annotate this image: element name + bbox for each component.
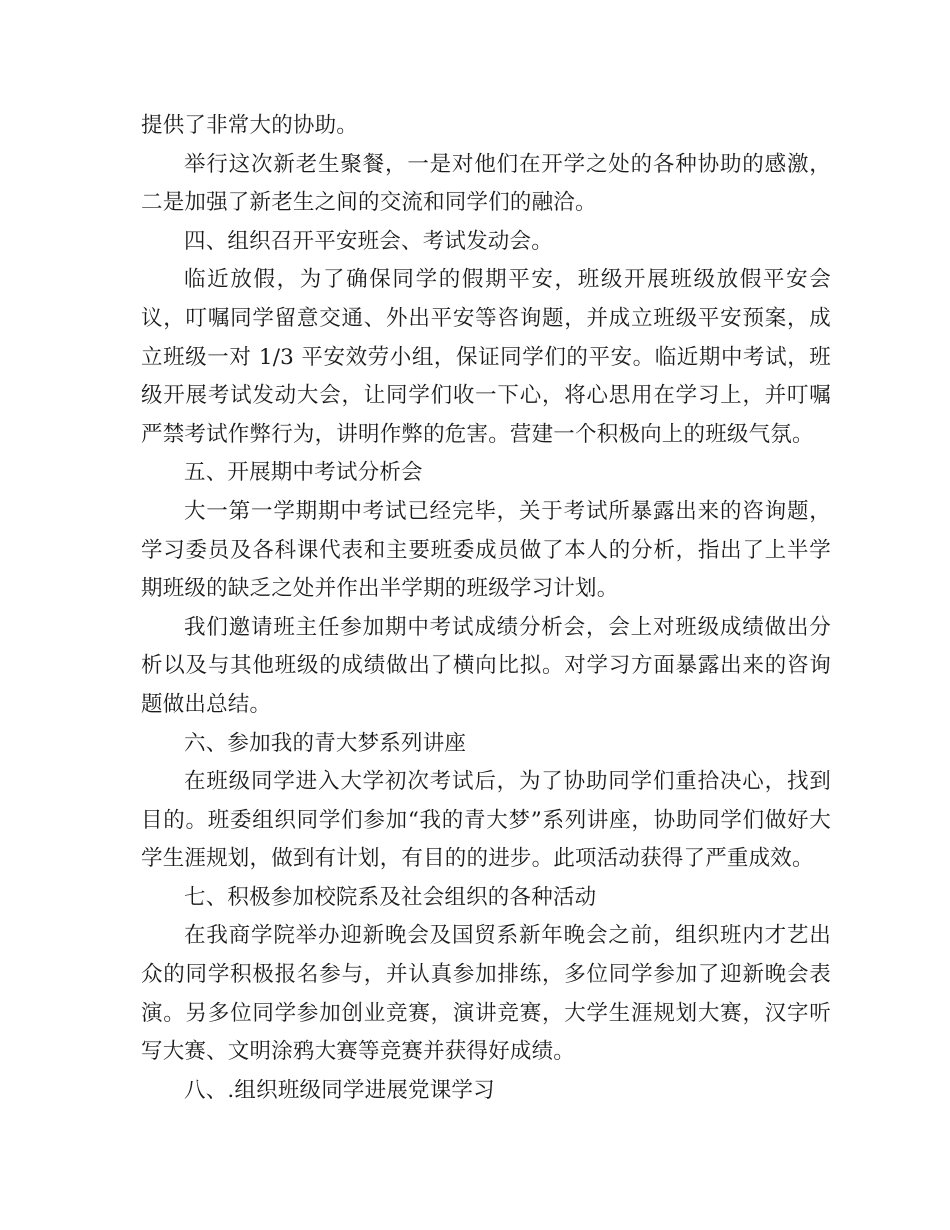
paragraph-midterm-analysis: 大一第一学期期中考试已经完毕，关于考试所暴露出来的咨询题，学习委员及各科课代表和主要班委成员做了本人的分析，指出了上半学期班级的缺乏之处并作出半学期的班级学习计划。 xyxy=(141,498,831,602)
paragraph-teacher-analysis: 我们邀请班主任参加期中考试成绩分析会，会上对班级成绩做出分析以及与其他班级的成绩做出了横向比拟。对学习方面暴露出来的咨询题做出总结。 xyxy=(141,614,831,717)
paragraph-continuation: 提供了非常大的协助。 xyxy=(141,113,359,138)
paragraph-lecture-series: 在班级同学进入大学初次考试后，为了协助同学们重拾决心，找到目的。班委组织同学们参加“我的青大梦”系列讲座，协助同学们做好大学生涯规划，做到有计划，有目的的进步。此项活动获得了严重成效。 xyxy=(141,769,831,872)
paragraph-safety-meeting: 临近放假，为了确保同学的假期平安，班级开展班级放假平安会议，叮嘱同学留意交通、外出平安等咨询题，并成立班级平安预案，成立班级一对 1/3 平安效劳小组，保证同学们的平安。临近期中考试，班级开展考试发动大会，让同学们收一下心，将心思用在学习上，并叮嘱严禁考试作弊行为，讲明作弊的危害。营建一个积极向上的班级气氛。 xyxy=(141,267,831,447)
paragraph-reunion-dinner: 举行这次新老生聚餐，一是对他们在开学之处的各种协助的感激，二是加强了新老生之间的交流和同学们的融洽。 xyxy=(141,151,831,216)
paragraph-activities: 在我商学院举办迎新晚会及国贸系新年晚会之前，组织班内才艺出众的同学积极报名参与，并认真参加排练，多位同学参加了迎新晚会表演。另多位同学参加创业竞赛，演讲竞赛，大学生涯规划大赛，汉字听写大赛、文明涂鸦大赛等竞赛并获得好成绩。 xyxy=(141,923,831,1065)
section-heading-5: 五、开展期中考试分析会 xyxy=(184,460,423,486)
section-heading-6: 六、参加我的青大梦系列讲座 xyxy=(184,730,467,756)
section-heading-7: 七、积极参加校院系及社会组织的各种活动 xyxy=(184,884,597,910)
section-heading-4: 四、组织召开平安班会、考试发动会。 xyxy=(184,228,553,254)
document-body xyxy=(141,107,831,1110)
section-heading-8: 八、.组织班级同学进展党课学习 xyxy=(184,1077,495,1103)
